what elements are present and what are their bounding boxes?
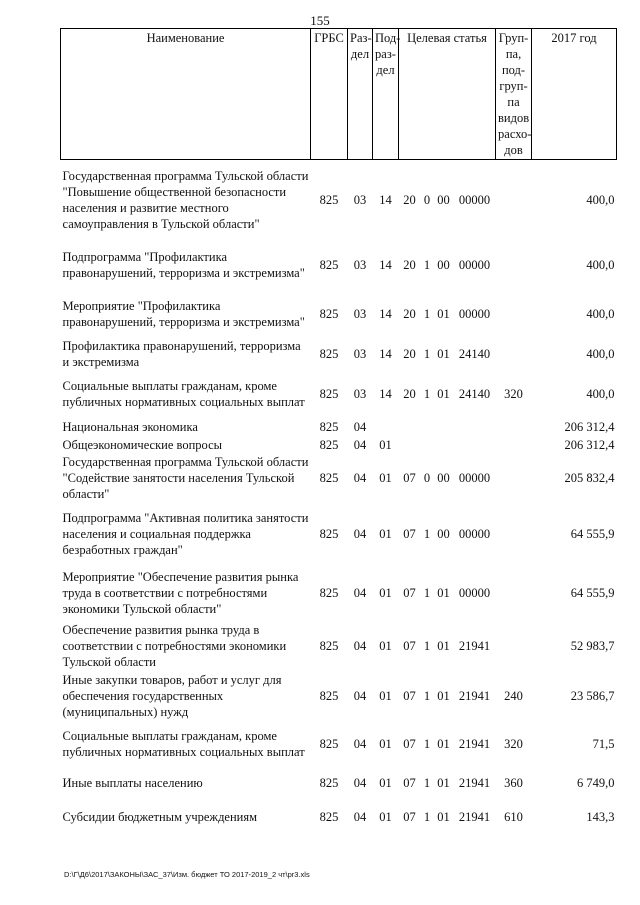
table-row: [61, 338, 617, 370]
cell-grbs: 825: [319, 736, 339, 751]
cell-razdel: 03: [353, 192, 367, 207]
cell-grbs: 825: [319, 346, 339, 361]
cell-p2: 1: [423, 526, 431, 541]
cell-p1: [399, 436, 421, 454]
cell-name: Социальные выплаты гражданам, кроме публичных нормативных социальных выплат: [62, 378, 305, 409]
cell-razdel: 03: [353, 346, 367, 361]
cell-vid: [496, 160, 532, 240]
cell-p3: 01: [437, 736, 450, 751]
cell-vid: 240: [504, 688, 523, 703]
cell-razdel: 04: [353, 437, 367, 452]
table-row: [61, 160, 617, 240]
cell-p3: [434, 436, 454, 454]
cell-grbs: 825: [319, 585, 339, 600]
cell-p1: 07: [403, 526, 416, 541]
cell-razdel: 03: [353, 306, 367, 321]
cell-p4: 21941: [458, 688, 491, 703]
cell-p4: 00000: [458, 192, 491, 207]
cell-p2: 1: [423, 775, 431, 790]
cell-podrazdel: 14: [379, 306, 392, 321]
cell-razdel: 04: [353, 809, 367, 824]
cell-p2: 1: [423, 306, 431, 321]
cell-p2: 1: [423, 688, 431, 703]
header-podrazdel: Под- раз- дел: [373, 29, 399, 160]
cell-vid: 320: [504, 736, 523, 751]
cell-p3: 01: [437, 809, 450, 824]
cell-amount: 52 983,7: [570, 638, 615, 653]
cell-p4: 00000: [458, 585, 491, 600]
cell-razdel: 04: [353, 775, 367, 790]
cell-p3: 01: [437, 346, 450, 361]
cell-name: Субсидии бюджетным учреждениям: [62, 809, 258, 824]
header-grbs: ГРБС: [311, 29, 348, 160]
cell-razdel: 04: [353, 419, 367, 434]
cell-razdel: 03: [353, 386, 367, 401]
header-razdel: Раз- дел: [348, 29, 373, 160]
cell-amount: 23 586,7: [570, 688, 615, 703]
cell-razdel: 04: [353, 470, 367, 485]
cell-p1: 20: [403, 192, 416, 207]
cell-amount: 400,0: [586, 306, 615, 321]
cell-razdel: 04: [353, 585, 367, 600]
cell-amount: 400,0: [586, 192, 615, 207]
cell-grbs: 825: [319, 775, 339, 790]
cell-grbs: 825: [319, 386, 339, 401]
cell-vid: [496, 566, 532, 620]
cell-name: Государственная программа Тульской области "Повышение общественной безопасности населения и развитие местного самоуправления в Тульской области": [62, 168, 309, 231]
cell-name: Подпрограмма "Активная политика занятости населения и социальная поддержка безработных граждан": [62, 510, 309, 557]
cell-p2: 1: [423, 638, 431, 653]
cell-amount: 6 749,0: [577, 775, 615, 790]
cell-amount: 64 555,9: [570, 585, 615, 600]
table-header-row: [61, 29, 617, 160]
cell-vid: 610: [504, 809, 523, 824]
cell-p3: 01: [437, 638, 450, 653]
table-row: [61, 370, 617, 418]
cell-p1: 07: [403, 775, 416, 790]
cell-p2: 1: [423, 386, 431, 401]
cell-amount: 206 312,4: [564, 437, 615, 452]
cell-razdel: 04: [353, 638, 367, 653]
cell-vid: [496, 240, 532, 290]
cell-p1: 07: [403, 470, 416, 485]
cell-podrazdel: 01: [379, 775, 392, 790]
cell-p3: 00: [437, 192, 450, 207]
page-number: 155: [310, 13, 330, 28]
cell-p2: 1: [423, 346, 431, 361]
table-row: [61, 436, 617, 454]
cell-name: Общеэкономические вопросы: [62, 437, 223, 452]
cell-vid: [496, 436, 532, 454]
cell-p4: 00000: [458, 526, 491, 541]
cell-p4: 24140: [458, 386, 491, 401]
cell-p4: 24140: [458, 346, 491, 361]
cell-p1: 07: [403, 809, 416, 824]
cell-grbs: 825: [319, 437, 339, 452]
cell-name: Иные выплаты населению: [62, 775, 203, 790]
cell-name: Обеспечение развития рынка труда в соответствии с потребностями экономики Тульской области: [62, 622, 287, 669]
header-target: Целевая статья: [399, 29, 496, 160]
cell-razdel: 04: [353, 688, 367, 703]
cell-name: Подпрограмма "Профилактика правонарушений, терроризма и экстремизма": [62, 249, 305, 280]
table-row: [61, 454, 617, 502]
cell-grbs: 825: [319, 306, 339, 321]
cell-grbs: 825: [319, 257, 339, 272]
cell-amount: 71,5: [592, 736, 615, 751]
table-row: [61, 240, 617, 290]
cell-p2: 1: [423, 257, 431, 272]
cell-podrazdel: 01: [379, 526, 392, 541]
cell-podrazdel: 01: [379, 585, 392, 600]
cell-p3: 01: [437, 585, 450, 600]
cell-p1: [399, 418, 421, 436]
budget-table: [60, 28, 617, 836]
header-name: Наименование: [61, 29, 311, 160]
header-year: 2017 год: [532, 29, 617, 160]
cell-p4: 00000: [458, 470, 491, 485]
table-row: [61, 720, 617, 768]
cell-name: Профилактика правонарушений, терроризма и экстремизма: [62, 338, 301, 369]
cell-razdel: 04: [353, 736, 367, 751]
cell-p3: 00: [437, 257, 450, 272]
cell-p3: 00: [437, 526, 450, 541]
cell-podrazdel: 01: [379, 809, 392, 824]
cell-p4: 00000: [458, 257, 491, 272]
cell-amount: 400,0: [586, 386, 615, 401]
cell-p2: 1: [423, 809, 431, 824]
cell-grbs: 825: [319, 470, 339, 485]
cell-p1: 07: [403, 585, 416, 600]
table-row: [61, 768, 617, 798]
cell-p3: 01: [437, 306, 450, 321]
cell-p2: [421, 418, 434, 436]
table-row: [61, 672, 617, 720]
table-row: [61, 502, 617, 566]
cell-podrazdel: 14: [379, 192, 392, 207]
cell-p1: 20: [403, 306, 416, 321]
cell-p2: 1: [423, 736, 431, 751]
cell-name: Национальная экономика: [62, 419, 198, 434]
cell-podrazdel: 01: [379, 437, 392, 452]
cell-name: Мероприятие "Обеспечение развития рынка труда в соответствии с потребностями экономики Тульской области": [62, 569, 299, 616]
cell-vid: [496, 338, 532, 370]
cell-podrazdel: [373, 418, 399, 436]
cell-p1: 20: [403, 346, 416, 361]
cell-p1: 07: [403, 736, 416, 751]
cell-grbs: 825: [319, 192, 339, 207]
table-row: [61, 418, 617, 436]
header-group: Груп- па, под- груп- па видов расхо- дов: [496, 29, 532, 160]
cell-vid: 360: [504, 775, 523, 790]
cell-p3: 00: [437, 470, 450, 485]
cell-amount: 64 555,9: [570, 526, 615, 541]
cell-vid: [496, 290, 532, 338]
cell-p4: 21941: [458, 736, 491, 751]
cell-vid: [496, 502, 532, 566]
cell-p4: 21941: [458, 638, 491, 653]
cell-vid: 320: [504, 386, 523, 401]
cell-p1: 07: [403, 638, 416, 653]
cell-vid: [496, 620, 532, 672]
cell-grbs: 825: [319, 809, 339, 824]
cell-podrazdel: 01: [379, 470, 392, 485]
cell-razdel: 03: [353, 257, 367, 272]
cell-p2: 1: [423, 585, 431, 600]
cell-p3: [434, 418, 454, 436]
cell-podrazdel: 14: [379, 346, 392, 361]
cell-p4: 21941: [458, 809, 491, 824]
cell-amount: 206 312,4: [564, 419, 615, 434]
cell-vid: [496, 454, 532, 502]
cell-p2: 0: [423, 192, 431, 207]
cell-amount: 400,0: [586, 257, 615, 272]
cell-name: Иные закупки товаров, работ и услуг для обеспечения государственных (муниципальных) нужд: [62, 672, 282, 719]
cell-grbs: 825: [319, 526, 339, 541]
cell-podrazdel: 01: [379, 638, 392, 653]
cell-podrazdel: 14: [379, 257, 392, 272]
cell-p4: 00000: [458, 306, 491, 321]
cell-name: Социальные выплаты гражданам, кроме публичных нормативных социальных выплат: [62, 728, 305, 759]
table-row: [61, 566, 617, 620]
cell-grbs: 825: [319, 419, 339, 434]
cell-grbs: 825: [319, 688, 339, 703]
cell-podrazdel: 01: [379, 688, 392, 703]
cell-razdel: 04: [353, 526, 367, 541]
cell-name: Мероприятие "Профилактика правонарушений, терроризма и экстремизма": [62, 298, 305, 329]
cell-amount: 143,3: [586, 809, 615, 824]
cell-p4: [454, 436, 496, 454]
cell-amount: 205 832,4: [564, 470, 615, 485]
table-row: [61, 290, 617, 338]
cell-p1: 20: [403, 386, 416, 401]
cell-p3: 01: [437, 386, 450, 401]
cell-p3: 01: [437, 775, 450, 790]
file-path-footer: D:\Г\Д6\2017\ЗАКОНЫ\ЗАС_37\Изм. бюджет ТО 2017-2019_2 чт\pr3.xls: [64, 870, 310, 879]
cell-podrazdel: 14: [379, 386, 392, 401]
cell-vid: [496, 418, 532, 436]
table-row: [61, 798, 617, 836]
cell-p3: 01: [437, 688, 450, 703]
cell-grbs: 825: [319, 638, 339, 653]
cell-podrazdel: 01: [379, 736, 392, 751]
cell-p2: 0: [423, 470, 431, 485]
cell-amount: 400,0: [586, 346, 615, 361]
cell-name: Государственная программа Тульской области "Содействие занятости населения Тульской области": [62, 454, 309, 501]
cell-p4: [454, 418, 496, 436]
table-row: [61, 620, 617, 672]
cell-p4: 21941: [458, 775, 491, 790]
cell-p2: [421, 436, 434, 454]
cell-p1: 07: [403, 688, 416, 703]
cell-p1: 20: [403, 257, 416, 272]
